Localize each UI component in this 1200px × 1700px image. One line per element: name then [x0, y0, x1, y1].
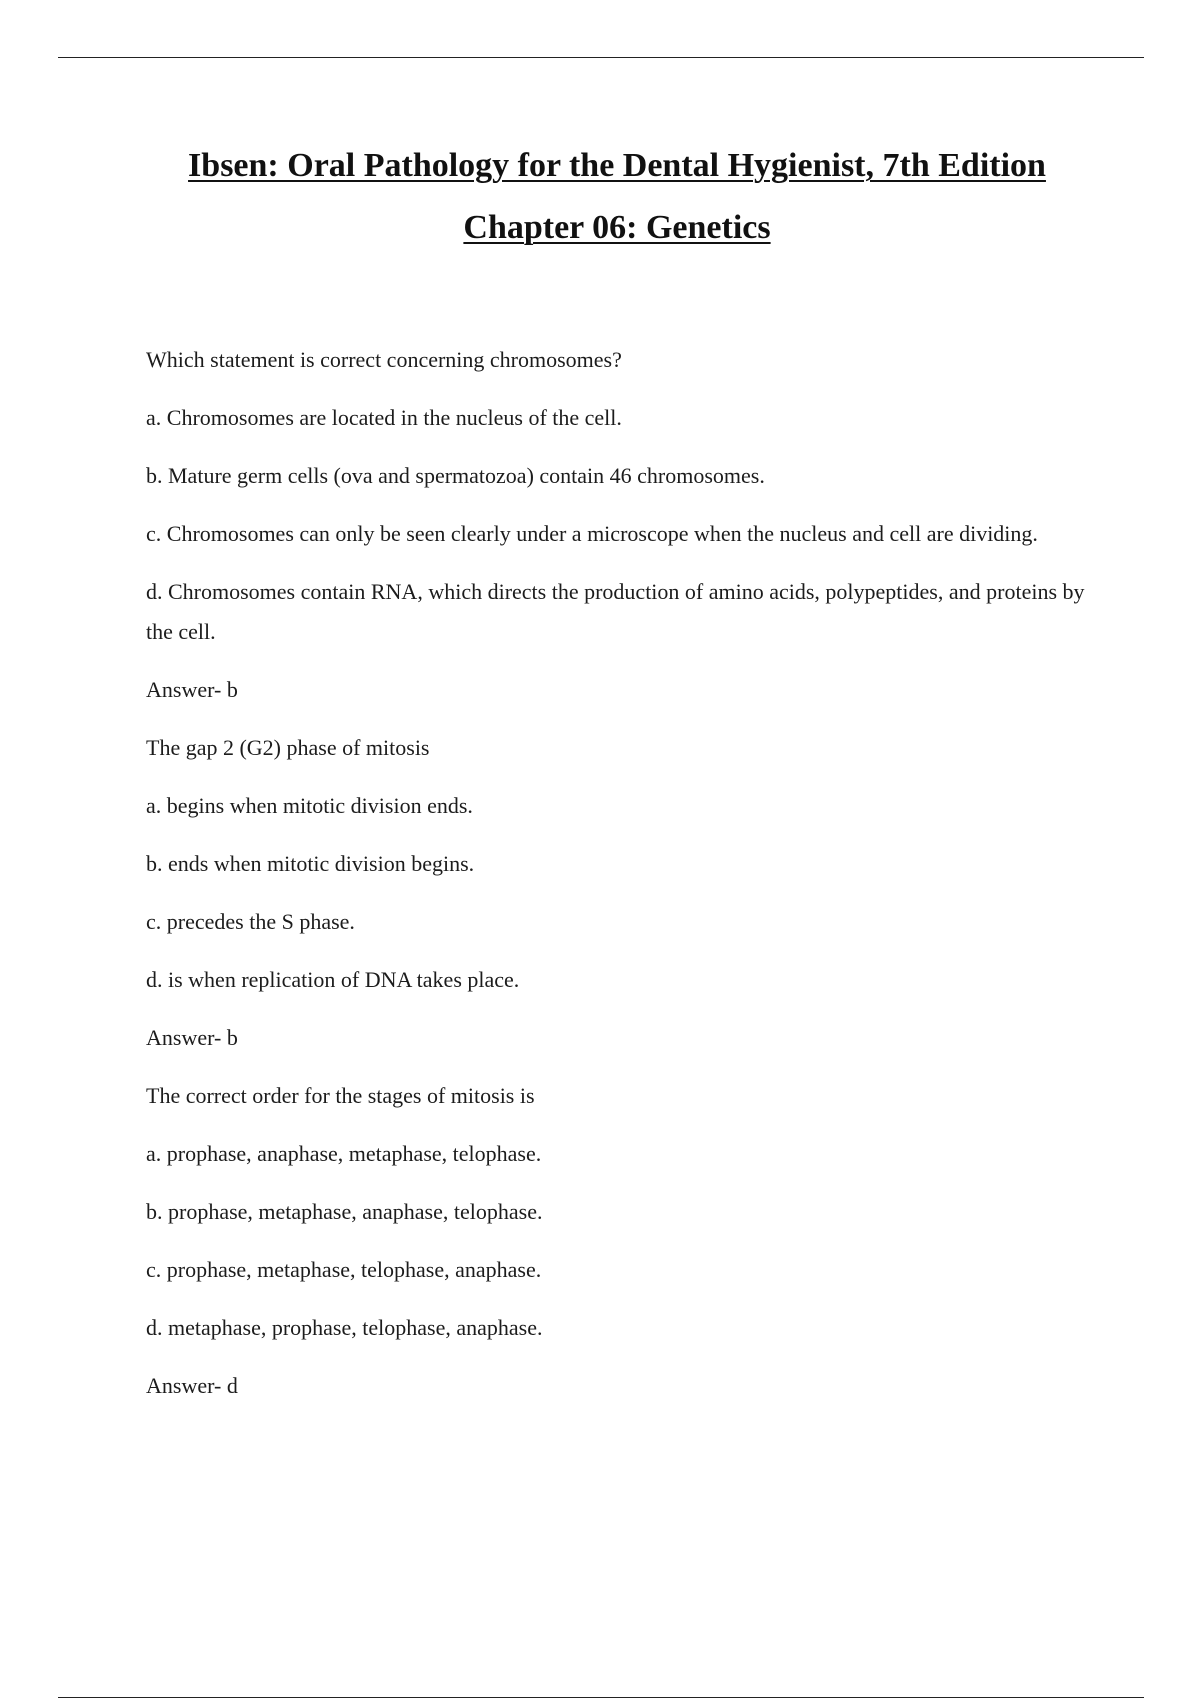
answer-key: Answer- d: [146, 1373, 238, 1398]
answer-option: a. Chromosomes are located in the nucleus of the cell.: [146, 405, 622, 430]
question-list: [146, 340, 1086, 1424]
chapter-title: Chapter 06: Genetics: [463, 209, 771, 246]
answer-option: a. prophase, anaphase, metaphase, telophase.: [146, 1141, 542, 1166]
answer-option: b. ends when mitotic division begins.: [146, 851, 475, 876]
answer-option: d. metaphase, prophase, telophase, anaphase.: [146, 1315, 543, 1340]
top-rule: [58, 57, 1144, 58]
answer-option: b. prophase, metaphase, anaphase, telophase.: [146, 1199, 543, 1224]
question-block: [146, 340, 1086, 710]
answer-option: c. Chromosomes can only be seen clearly under a microscope when the nucleus and cell are dividing.: [146, 521, 1038, 546]
answer-option: d. is when replication of DNA takes place.: [146, 967, 520, 992]
question-block: [146, 728, 1086, 1058]
answer-option: a. begins when mitotic division ends.: [146, 793, 473, 818]
answer-option: c. precedes the S phase.: [146, 909, 355, 934]
book-title: Ibsen: Oral Pathology for the Dental Hygienist, 7th Edition: [188, 147, 1046, 184]
question-block: [146, 1076, 1086, 1406]
answer-option: c. prophase, metaphase, telophase, anaphase.: [146, 1257, 542, 1282]
answer-option: b. Mature germ cells (ova and spermatozoa) contain 46 chromosomes.: [146, 463, 765, 488]
answer-key: Answer- b: [146, 677, 238, 702]
bottom-rule: [58, 1697, 1144, 1698]
question-stem: The correct order for the stages of mitosis is: [146, 1083, 535, 1108]
answer-key: Answer- b: [146, 1025, 238, 1050]
question-stem: Which statement is correct concerning chromosomes?: [146, 347, 622, 372]
document-header: [0, 140, 1200, 254]
question-stem: The gap 2 (G2) phase of mitosis: [146, 735, 430, 760]
answer-option: d. Chromosomes contain RNA, which directs the production of amino acids, polypeptides, and proteins by the cell.: [146, 579, 1085, 644]
